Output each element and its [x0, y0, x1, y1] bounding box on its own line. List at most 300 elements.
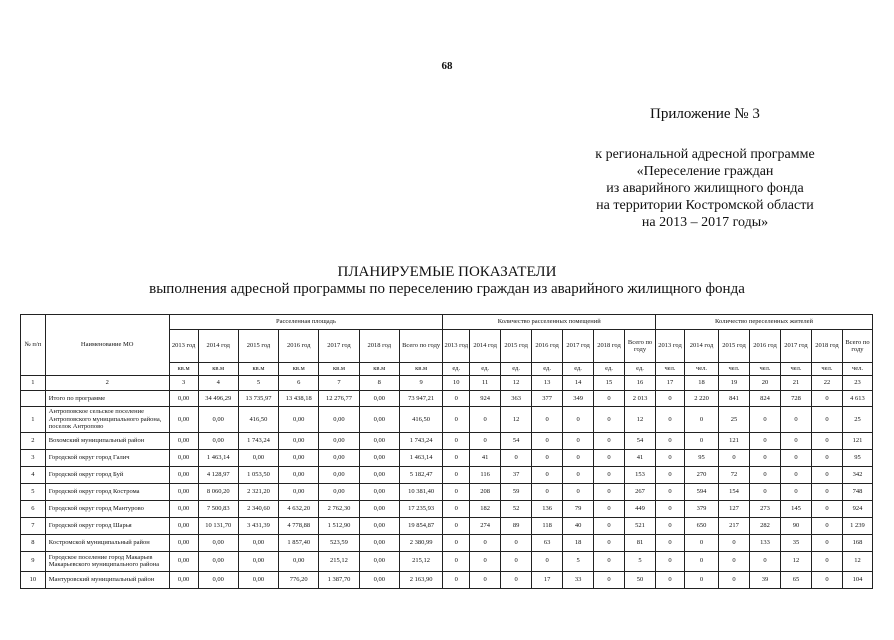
- cell-value: 0: [443, 483, 470, 500]
- cell-value: 90: [780, 517, 811, 534]
- cell-value: 924: [842, 500, 872, 517]
- cell-value: 0: [443, 551, 470, 571]
- cell-value: 0,00: [238, 571, 278, 588]
- cell-value: 0: [811, 407, 842, 433]
- cell-value: 0: [811, 391, 842, 407]
- header-year: Всего по году: [625, 330, 656, 363]
- cell-value: 0,00: [359, 517, 399, 534]
- cell-value: 0: [443, 466, 470, 483]
- row-number: [21, 391, 46, 407]
- cell-value: 0: [656, 551, 685, 571]
- cell-value: 0,00: [198, 407, 238, 433]
- cell-value: 0: [684, 432, 718, 449]
- cell-value: 0: [532, 407, 563, 433]
- cell-value: 0: [750, 432, 781, 449]
- cell-value: 0,00: [359, 551, 399, 571]
- cell-value: 0: [532, 432, 563, 449]
- cell-value: 54: [625, 432, 656, 449]
- cell-value: 208: [470, 483, 501, 500]
- annex-subtitle-line: «Переселение граждан: [636, 164, 774, 179]
- cell-value: 0,00: [279, 466, 319, 483]
- cell-value: 81: [625, 534, 656, 551]
- column-number: 17: [656, 376, 685, 391]
- cell-value: 0: [563, 449, 594, 466]
- cell-value: 0: [532, 449, 563, 466]
- cell-value: 0: [594, 483, 625, 500]
- cell-value: 1 387,70: [319, 571, 359, 588]
- header-unit: ед.: [501, 363, 532, 376]
- cell-value: 4 632,20: [279, 500, 319, 517]
- cell-value: 116: [470, 466, 501, 483]
- cell-value: 416,50: [238, 407, 278, 433]
- cell-value: 0: [719, 534, 750, 551]
- cell-value: 521: [625, 517, 656, 534]
- cell-value: 841: [719, 391, 750, 407]
- cell-value: 41: [625, 449, 656, 466]
- cell-value: 0: [656, 500, 685, 517]
- cell-value: 7 500,83: [198, 500, 238, 517]
- header-unit: ед.: [532, 363, 563, 376]
- cell-value: 0: [656, 432, 685, 449]
- cell-value: 0: [811, 500, 842, 517]
- cell-value: 33: [563, 571, 594, 588]
- column-number: 14: [563, 376, 594, 391]
- header-unit: чел.: [684, 363, 718, 376]
- cell-value: 0: [811, 551, 842, 571]
- column-number: 8: [359, 376, 399, 391]
- cell-value: 89: [501, 517, 532, 534]
- header-unit: чел.: [780, 363, 811, 376]
- header-unit: кв.м: [359, 363, 399, 376]
- cell-value: 17: [532, 571, 563, 588]
- cell-value: 63: [532, 534, 563, 551]
- cell-value: 0: [470, 407, 501, 433]
- column-number: 20: [750, 376, 781, 391]
- cell-value: 0,00: [279, 407, 319, 433]
- cell-value: 2 321,20: [238, 483, 278, 500]
- cell-value: 349: [563, 391, 594, 407]
- cell-value: 0,00: [279, 483, 319, 500]
- row-number: 6: [21, 500, 46, 517]
- row-name: Костромской муниципальный район: [45, 534, 169, 551]
- cell-value: 4 613: [842, 391, 872, 407]
- document-heading: [0, 264, 894, 298]
- cell-value: 0,00: [319, 483, 359, 500]
- cell-value: 0: [780, 407, 811, 433]
- cell-value: 1 743,24: [238, 432, 278, 449]
- cell-value: 5 182,47: [399, 466, 442, 483]
- table-row: [21, 449, 873, 466]
- header-year: 2017 год: [319, 330, 359, 363]
- cell-value: 0,00: [198, 571, 238, 588]
- cell-value: 73 947,21: [399, 391, 442, 407]
- cell-value: 0: [811, 466, 842, 483]
- annex-title: Приложение № 3: [650, 106, 760, 122]
- cell-value: 34 496,29: [198, 391, 238, 407]
- header-year: 2014 год: [198, 330, 238, 363]
- cell-value: 0: [443, 517, 470, 534]
- cell-value: 118: [532, 517, 563, 534]
- cell-value: 145: [780, 500, 811, 517]
- cell-value: 0: [501, 551, 532, 571]
- cell-value: 0: [594, 391, 625, 407]
- cell-value: 0: [501, 534, 532, 551]
- cell-value: 1 512,90: [319, 517, 359, 534]
- cell-value: 274: [470, 517, 501, 534]
- row-number: 10: [21, 571, 46, 588]
- indicators-table: [20, 314, 873, 589]
- cell-value: 0,00: [238, 551, 278, 571]
- cell-value: 0: [594, 571, 625, 588]
- column-number: 4: [198, 376, 238, 391]
- cell-value: 0,00: [279, 449, 319, 466]
- header-unit: чел.: [750, 363, 781, 376]
- cell-value: 0: [470, 571, 501, 588]
- column-number: 18: [684, 376, 718, 391]
- table-row: [21, 517, 873, 534]
- cell-value: 136: [532, 500, 563, 517]
- table-row: [21, 466, 873, 483]
- column-number: 5: [238, 376, 278, 391]
- cell-value: 0,00: [319, 407, 359, 433]
- cell-value: 267: [625, 483, 656, 500]
- cell-value: 2 380,99: [399, 534, 442, 551]
- header-year: 2013 год: [169, 330, 198, 363]
- column-number: 12: [501, 376, 532, 391]
- cell-value: 824: [750, 391, 781, 407]
- cell-value: 0: [594, 407, 625, 433]
- cell-value: 0,00: [169, 466, 198, 483]
- cell-value: 40: [563, 517, 594, 534]
- header-year: 2016 год: [279, 330, 319, 363]
- cell-value: 0: [443, 449, 470, 466]
- cell-value: 12: [780, 551, 811, 571]
- row-number: 8: [21, 534, 46, 551]
- cell-value: 0: [470, 432, 501, 449]
- header-unit: чел.: [842, 363, 872, 376]
- header-unit: кв.м: [169, 363, 198, 376]
- row-number: 3: [21, 449, 46, 466]
- cell-value: 0: [594, 517, 625, 534]
- cell-value: 0,00: [319, 449, 359, 466]
- cell-value: 0: [780, 432, 811, 449]
- cell-value: 10 131,70: [198, 517, 238, 534]
- cell-value: 523,59: [319, 534, 359, 551]
- row-number: 5: [21, 483, 46, 500]
- cell-value: 0: [563, 432, 594, 449]
- row-name: Городской округ город Мантурово: [45, 500, 169, 517]
- column-number: 22: [811, 376, 842, 391]
- cell-value: 2 762,30: [319, 500, 359, 517]
- cell-value: 0,00: [238, 449, 278, 466]
- table-row: [21, 534, 873, 551]
- row-number: 2: [21, 432, 46, 449]
- cell-value: 0: [811, 449, 842, 466]
- row-name: Городской округ город Буй: [45, 466, 169, 483]
- cell-value: 0,00: [198, 534, 238, 551]
- cell-value: 0: [443, 534, 470, 551]
- row-name: Городское поселение город Макарьев Макарьевского муниципального района: [45, 551, 169, 571]
- cell-value: 0: [780, 449, 811, 466]
- cell-value: 0: [594, 534, 625, 551]
- cell-value: 0,00: [359, 483, 399, 500]
- cell-value: 0,00: [319, 466, 359, 483]
- header-unit: кв.м: [319, 363, 359, 376]
- cell-value: 0: [719, 449, 750, 466]
- annex-subtitle-line: на 2013 – 2017 годы»: [641, 215, 769, 230]
- total-row: [21, 391, 873, 407]
- cell-value: 377: [532, 391, 563, 407]
- cell-value: 0: [443, 432, 470, 449]
- cell-value: 0,00: [169, 517, 198, 534]
- header-name: Наименование МО: [45, 315, 169, 376]
- cell-value: 0,00: [359, 500, 399, 517]
- cell-value: 0: [532, 551, 563, 571]
- cell-value: 1 857,40: [279, 534, 319, 551]
- cell-value: 0,00: [169, 551, 198, 571]
- cell-value: 282: [750, 517, 781, 534]
- cell-value: 0: [656, 391, 685, 407]
- cell-value: 133: [750, 534, 781, 551]
- row-name: Антроповское сельское поселение Антроповского муниципального района, поселок Антропово: [45, 407, 169, 433]
- cell-value: 79: [563, 500, 594, 517]
- cell-value: 0,00: [359, 391, 399, 407]
- header-year: 2014 год: [684, 330, 718, 363]
- cell-value: 25: [842, 407, 872, 433]
- row-number: 7: [21, 517, 46, 534]
- cell-value: 0: [443, 407, 470, 433]
- cell-value: 0: [719, 551, 750, 571]
- cell-value: 0,00: [359, 466, 399, 483]
- row-name: Мантуровский муниципальный район: [45, 571, 169, 588]
- cell-value: 0: [656, 571, 685, 588]
- column-number: 21: [780, 376, 811, 391]
- cell-value: 0: [594, 432, 625, 449]
- cell-value: 379: [684, 500, 718, 517]
- header-year: 2017 год: [563, 330, 594, 363]
- cell-value: 13 735,97: [238, 391, 278, 407]
- header-unit: ед.: [563, 363, 594, 376]
- table-row: [21, 500, 873, 517]
- cell-value: 0: [594, 551, 625, 571]
- cell-value: 0: [750, 407, 781, 433]
- annex-subtitle-line: к региональной адресной программе: [595, 147, 815, 162]
- row-name: Вохомский муниципальный район: [45, 432, 169, 449]
- cell-value: 0,00: [238, 534, 278, 551]
- cell-value: 594: [684, 483, 718, 500]
- row-number: 9: [21, 551, 46, 571]
- row-number: 1: [21, 407, 46, 433]
- header-unit: ед.: [594, 363, 625, 376]
- cell-value: 0: [780, 483, 811, 500]
- cell-value: 0: [443, 571, 470, 588]
- cell-value: 0: [563, 466, 594, 483]
- annex-subtitle-line: из аварийного жилищного фонда: [606, 181, 804, 196]
- column-number: 23: [842, 376, 872, 391]
- cell-value: 182: [470, 500, 501, 517]
- cell-value: 12: [842, 551, 872, 571]
- cell-value: 0: [684, 571, 718, 588]
- header-section-people: Количество переселенных жителей: [656, 315, 873, 330]
- header-unit: кв.м: [198, 363, 238, 376]
- cell-value: 0: [501, 449, 532, 466]
- cell-value: 13 438,18: [279, 391, 319, 407]
- cell-value: 0: [532, 466, 563, 483]
- cell-value: 0,00: [169, 483, 198, 500]
- cell-value: 0: [750, 466, 781, 483]
- cell-value: 168: [842, 534, 872, 551]
- cell-value: 0: [684, 534, 718, 551]
- header-unit: кв.м: [279, 363, 319, 376]
- column-number: 19: [719, 376, 750, 391]
- cell-value: 0: [656, 466, 685, 483]
- column-number: 9: [399, 376, 442, 391]
- cell-value: 12: [625, 407, 656, 433]
- cell-value: 0: [811, 517, 842, 534]
- cell-value: 18: [563, 534, 594, 551]
- cell-value: 650: [684, 517, 718, 534]
- cell-value: 0: [656, 449, 685, 466]
- cell-value: 12: [501, 407, 532, 433]
- cell-value: 0: [470, 551, 501, 571]
- cell-value: 273: [750, 500, 781, 517]
- cell-value: 0: [443, 391, 470, 407]
- header-unit: кв.м: [399, 363, 442, 376]
- annex-subtitle-line: на территории Костромской области: [596, 198, 814, 213]
- cell-value: 95: [684, 449, 718, 466]
- header-unit: кв.м: [238, 363, 278, 376]
- table-row: [21, 483, 873, 500]
- cell-value: 217: [719, 517, 750, 534]
- cell-value: 0: [470, 534, 501, 551]
- cell-value: 0,00: [359, 449, 399, 466]
- cell-value: 363: [501, 391, 532, 407]
- cell-value: 0: [563, 407, 594, 433]
- header-year: 2014 год: [470, 330, 501, 363]
- cell-value: 0: [684, 551, 718, 571]
- cell-value: 0: [656, 483, 685, 500]
- header-year: 2013 год: [656, 330, 685, 363]
- cell-value: 5: [563, 551, 594, 571]
- cell-value: 0: [656, 407, 685, 433]
- cell-value: 0,00: [359, 407, 399, 433]
- cell-value: 2 163,90: [399, 571, 442, 588]
- cell-value: 0: [684, 407, 718, 433]
- cell-value: 0,00: [198, 432, 238, 449]
- cell-value: 0,00: [279, 432, 319, 449]
- column-number: 1: [21, 376, 46, 391]
- cell-value: 39: [750, 571, 781, 588]
- cell-value: 0,00: [169, 432, 198, 449]
- column-number: 6: [279, 376, 319, 391]
- header-year: 2016 год: [750, 330, 781, 363]
- column-number: 16: [625, 376, 656, 391]
- cell-value: 25: [719, 407, 750, 433]
- annex-subtitle: [560, 146, 850, 231]
- cell-value: 0: [750, 483, 781, 500]
- cell-value: 0,00: [319, 432, 359, 449]
- cell-value: 35: [780, 534, 811, 551]
- cell-value: 0,00: [279, 551, 319, 571]
- cell-value: 0: [811, 534, 842, 551]
- cell-value: 270: [684, 466, 718, 483]
- table-row: [21, 407, 873, 433]
- cell-value: 0: [532, 483, 563, 500]
- cell-value: 748: [842, 483, 872, 500]
- header-year: 2017 год: [780, 330, 811, 363]
- header-section-rooms: Количество расселенных помещений: [443, 315, 656, 330]
- cell-value: 0: [594, 449, 625, 466]
- cell-value: 3 431,39: [238, 517, 278, 534]
- cell-value: 0,00: [359, 432, 399, 449]
- row-name: Городской округ город Шарья: [45, 517, 169, 534]
- cell-value: 154: [719, 483, 750, 500]
- row-name: Городской округ город Галич: [45, 449, 169, 466]
- cell-value: 416,50: [399, 407, 442, 433]
- cell-value: 72: [719, 466, 750, 483]
- cell-value: 1 239: [842, 517, 872, 534]
- cell-value: 0,00: [169, 500, 198, 517]
- column-number: 10: [443, 376, 470, 391]
- cell-value: 52: [501, 500, 532, 517]
- header-year: 2015 год: [238, 330, 278, 363]
- cell-value: 0,00: [169, 391, 198, 407]
- header-unit: чел.: [719, 363, 750, 376]
- header-year: 2018 год: [359, 330, 399, 363]
- table-row: [21, 432, 873, 449]
- cell-value: 41: [470, 449, 501, 466]
- cell-value: 19 854,87: [399, 517, 442, 534]
- cell-value: 924: [470, 391, 501, 407]
- cell-value: 215,12: [399, 551, 442, 571]
- cell-value: 0: [780, 466, 811, 483]
- cell-value: 1 463,14: [399, 449, 442, 466]
- cell-value: 1 053,50: [238, 466, 278, 483]
- cell-value: 0: [443, 500, 470, 517]
- cell-value: 121: [719, 432, 750, 449]
- cell-value: 342: [842, 466, 872, 483]
- cell-value: 121: [842, 432, 872, 449]
- header-section-area: Расселенная площадь: [169, 315, 443, 330]
- cell-value: 2 013: [625, 391, 656, 407]
- cell-value: 0: [750, 551, 781, 571]
- cell-value: 776,20: [279, 571, 319, 588]
- cell-value: 0: [501, 571, 532, 588]
- column-number: 7: [319, 376, 359, 391]
- cell-value: 0,00: [169, 449, 198, 466]
- header-year: 2013 год: [443, 330, 470, 363]
- cell-value: 0: [750, 449, 781, 466]
- cell-value: 1 743,24: [399, 432, 442, 449]
- header-unit: ед.: [443, 363, 470, 376]
- header-num: № п/п: [21, 315, 46, 376]
- header-unit: ед.: [470, 363, 501, 376]
- column-number-row: [21, 376, 873, 391]
- column-number: 11: [470, 376, 501, 391]
- cell-value: 59: [501, 483, 532, 500]
- cell-value: 54: [501, 432, 532, 449]
- cell-value: 0: [811, 483, 842, 500]
- header-year: 2018 год: [811, 330, 842, 363]
- cell-value: 2 340,60: [238, 500, 278, 517]
- cell-value: 0,00: [359, 534, 399, 551]
- heading-line-1: ПЛАНИРУЕМЫЕ ПОКАЗАТЕЛИ: [337, 264, 557, 280]
- cell-value: 5: [625, 551, 656, 571]
- column-number: 15: [594, 376, 625, 391]
- cell-value: 0: [811, 432, 842, 449]
- header-unit: чел.: [811, 363, 842, 376]
- cell-value: 10 381,40: [399, 483, 442, 500]
